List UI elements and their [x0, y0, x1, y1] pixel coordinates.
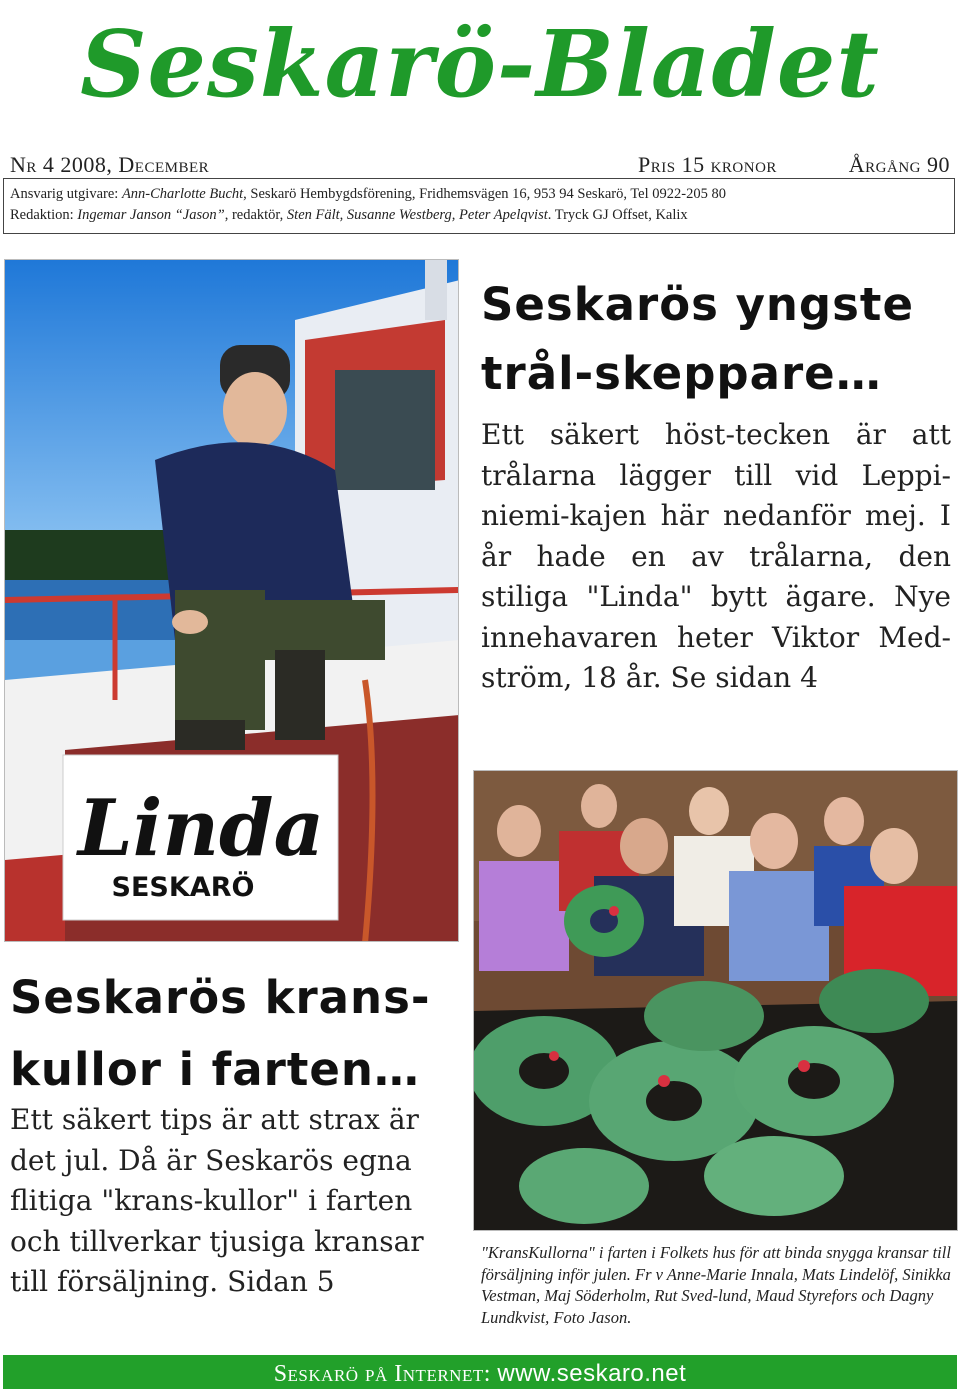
story1-headline: Seskarös yngste trål-skeppare… — [481, 278, 914, 400]
story1-lead: Ett säkert höst-tecken är att trålarna lägger till vid Leppi-niemi-kajen här nedanför mej. I år hade en av trålarna, den stiliga "Linda" bytt ägare. Nye innehavaren heter Viktor Med-ström, 18 år. Se sidan 4 — [481, 418, 951, 694]
wreath-makers-photo — [473, 770, 958, 1231]
publisher-line — [10, 184, 948, 205]
story2-headline: Seskarös krans-kullor i farten… — [10, 971, 431, 1096]
footer-label: Seskarö på Internet: — [273, 1361, 498, 1387]
masthead-title: Seskarö-Bladet — [80, 10, 880, 118]
issue-price: Pris 15 kronor — [638, 152, 777, 177]
editor-role: , redaktör, — [224, 207, 287, 223]
skipper-photo — [4, 259, 459, 942]
issue-number: Nr 4 2008, December — [10, 152, 210, 177]
credits-box — [3, 178, 955, 234]
photo-caption: "KransKullorna" i farten i Folkets hus för att binda snygga kransar till försäljning inför julen. Fr v Anne-Marie Innala, Mats Lindelöf, Sinikka Vestman, Maj Söderholm, Rut Sved-lund, Maud Styrefors och Dagny Lundkvist, Foto Jason. — [481, 1243, 951, 1327]
wreath-makers-illustration — [474, 771, 958, 1231]
printer-info: . Tryck GJ Offset, Kalix — [547, 207, 688, 223]
publisher-label: Ansvarig utgivare: — [10, 186, 122, 202]
website-link[interactable]: www.seskaro.net — [497, 1360, 687, 1387]
boat-name: Linda — [77, 783, 325, 874]
issue-info-row — [8, 150, 952, 180]
editorial-label: Redaktion: — [10, 207, 78, 223]
issue-volume: Årgång 90 — [848, 152, 950, 177]
publisher-name: Ann-Charlotte Bucht — [121, 186, 244, 202]
publisher-address: , Seskarö Hembygdsförening, Fridhemsvägen 16, 953 94 Seskarö, Tel 0922-205 80 — [243, 186, 726, 202]
editorial-line — [10, 205, 948, 226]
editor-name: Ingemar Janson “Jason” — [77, 207, 225, 223]
story2-lead: Ett säkert tips är att strax är det jul. Då är Seskarös egna flitiga "krans-kullor" i farten och tillverkar tjusiga kransar till försäljning. Sidan 5 — [10, 1103, 424, 1298]
boat-home-port: SESKARÖ — [111, 872, 255, 903]
footer-banner — [3, 1355, 957, 1389]
skipper-photo-illustration — [5, 260, 459, 942]
editorial-staff: Sten Fält, Susanne Westberg, Peter Apelqvist — [286, 207, 548, 223]
